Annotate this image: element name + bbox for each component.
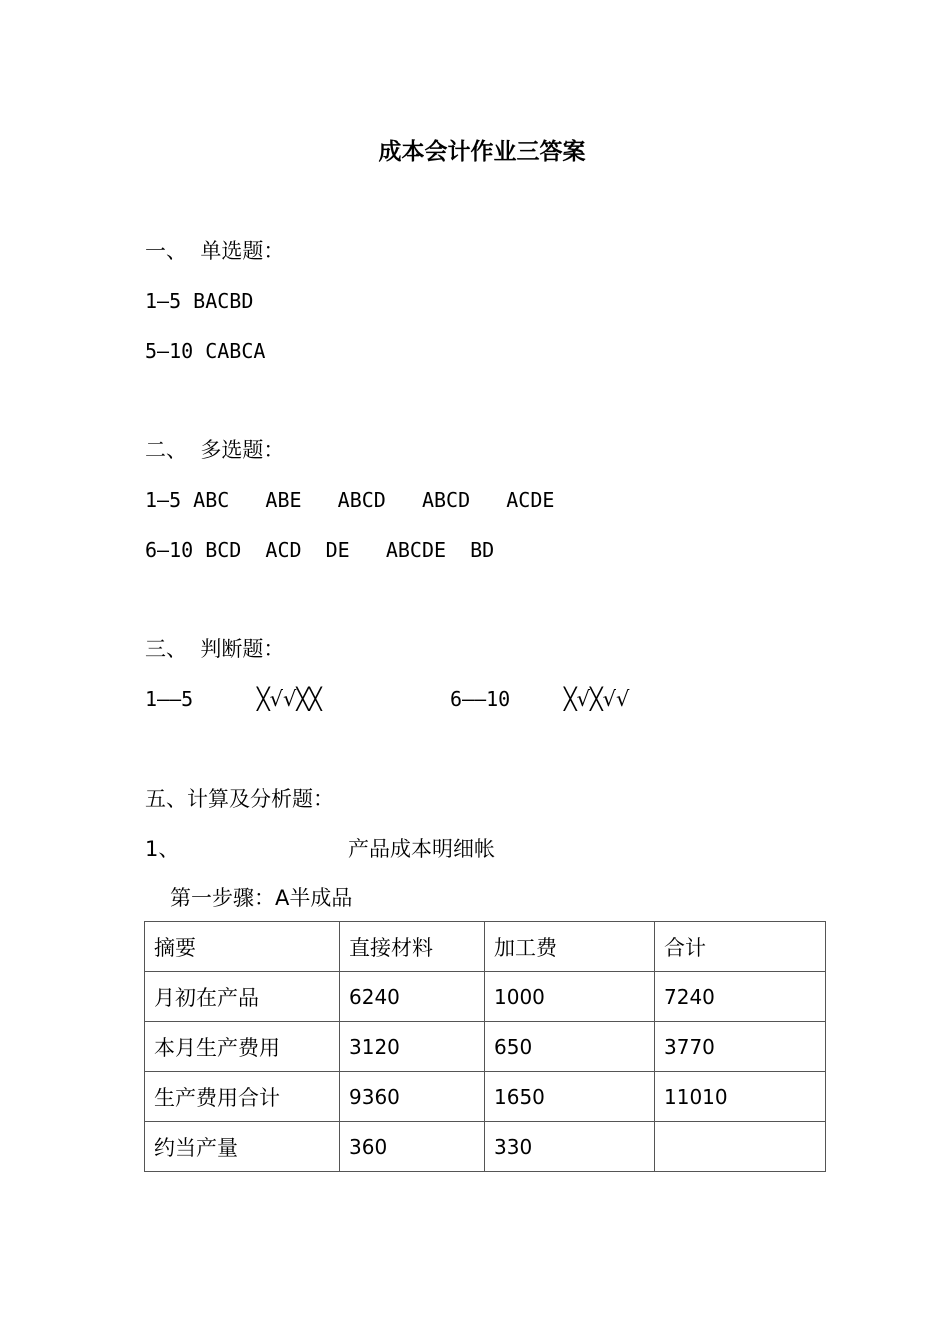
table-cell: 1650 [485,1072,655,1122]
table-cell: 7240 [655,972,826,1022]
item-title: 产品成本明细帐 [348,837,495,861]
table-cell: 月初在产品 [145,972,340,1022]
table-header-row [145,922,826,972]
table-cell: 生产费用合计 [145,1072,340,1122]
table-header-cell: 摘要 [145,922,340,972]
table-cell: 650 [485,1022,655,1072]
table-cell: 约当产量 [145,1122,340,1172]
item-number: 1、 [145,837,180,861]
table-cell: 3120 [340,1022,485,1072]
step-label: 第一步骤：A半成品 [170,886,353,910]
table-cell: 本月生产费用 [145,1022,340,1072]
table-row [145,1072,826,1122]
table-cell: 6240 [340,972,485,1022]
table-row [145,1022,826,1072]
table-row [145,972,826,1022]
section-heading-true-false: 三、 判断题： [145,637,285,661]
section-heading-multiple-choice: 二、 多选题： [145,438,285,462]
answer-line: 6—10 BCD ACD DE ABCDE BD [145,538,495,562]
judgement-marks-left: ╳√√╳╳ [257,687,322,711]
answer-line: 1—5 ABC ABE ABCD ABCD ACDE [145,488,555,512]
table-header-cell: 直接材料 [340,922,485,972]
table-cell: 1000 [485,972,655,1022]
section-heading-single-choice: 一、 单选题： [145,239,285,263]
table-cell: 3770 [655,1022,826,1072]
table-cell: 9360 [340,1072,485,1122]
table-cell: 11010 [655,1072,826,1122]
answer-line: 5—10 CABCA [145,339,266,363]
table-header-cell: 加工费 [485,922,655,972]
document-title: 成本会计作业三答案 [378,139,586,165]
table-cell: 330 [485,1122,655,1172]
table-row [145,1122,826,1172]
judgement-range-left: 1——5 [145,687,194,711]
table-cell [655,1122,826,1172]
table-cell: 360 [340,1122,485,1172]
section-heading-calculation: 五、计算及分析题： [145,787,334,811]
judgement-marks-right: ╳√╳√√ [564,687,630,711]
table-header-cell: 合计 [655,922,826,972]
answer-line: 1—5 BACBD [145,289,254,313]
cost-detail-table [144,921,826,1172]
judgement-range-right: 6——10 [450,687,511,711]
